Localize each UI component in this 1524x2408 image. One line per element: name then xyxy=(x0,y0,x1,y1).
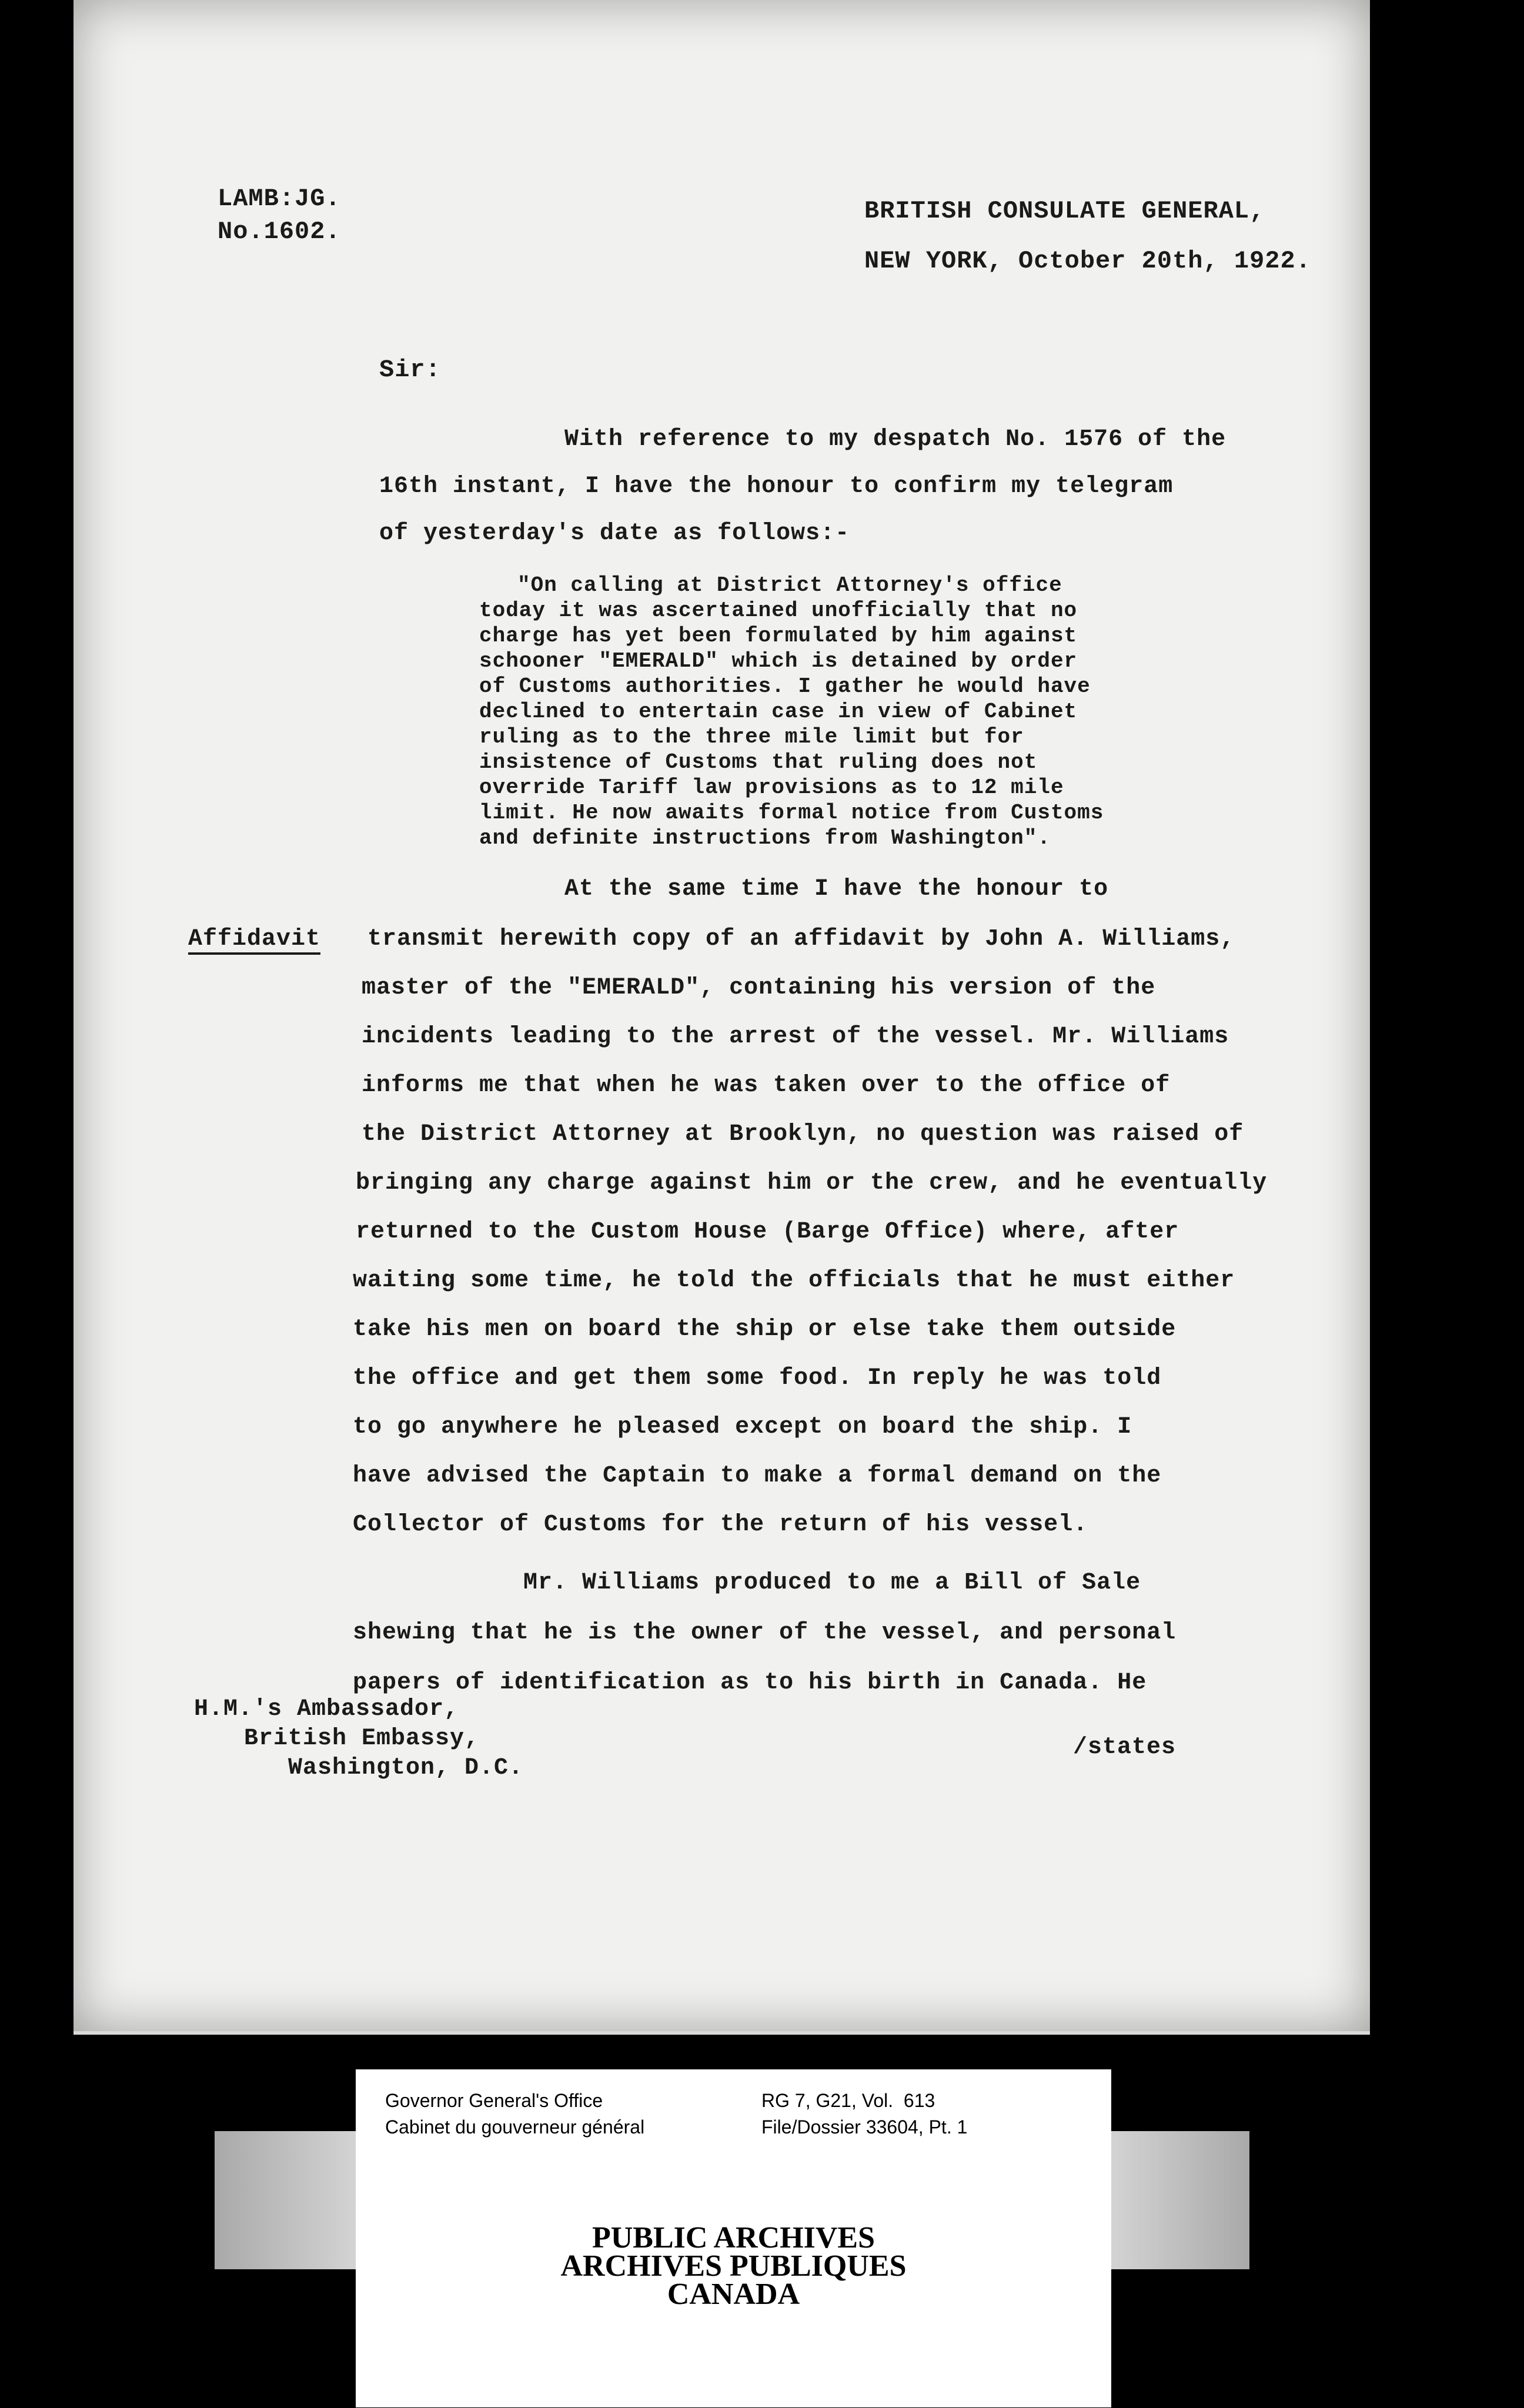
quote-line: limit. He now awaits formal notice from Customs xyxy=(479,801,1104,825)
paragraph-line: papers of identification as to his birth in Canada. He xyxy=(353,1670,1147,1696)
paragraph-line: informs me that when he was taken over to the office of xyxy=(362,1072,1171,1099)
paragraph-line: 16th instant, I have the honour to confirm my telegram xyxy=(379,473,1174,500)
quote-line: charge has yet been formulated by him against xyxy=(479,624,1078,648)
paragraph-line: Mr. Williams produced to me a Bill of Sale xyxy=(523,1570,1141,1596)
microfilm-bar-right xyxy=(1108,2131,1249,2269)
quote-line: insistence of Customs that ruling does not xyxy=(479,750,1038,774)
archives-title-fr: ARCHIVES PUBLIQUES xyxy=(560,2249,907,2283)
paragraph-line: returned to the Custom House (Barge Office) where, after xyxy=(356,1219,1179,1245)
file-reference xyxy=(218,182,341,248)
paragraph-line: to go anywhere he pleased except on board the ship. I xyxy=(353,1414,1132,1440)
paragraph-line: the District Attorney at Brooklyn, no question was raised of xyxy=(362,1121,1244,1148)
addressee-line: Washington, D.C. xyxy=(288,1755,524,1781)
reference-line: No.1602. xyxy=(218,218,341,246)
paragraph-line: master of the "EMERALD", containing his version of the xyxy=(362,975,1156,1001)
microfilm-bar-left xyxy=(215,2131,359,2269)
archives-country: CANADA xyxy=(667,2277,800,2311)
quote-line: override Tariff law provisions as to 12 mile xyxy=(479,775,1064,800)
salutation: Sir: xyxy=(379,356,441,384)
reference-line: LAMB:JG. xyxy=(218,185,341,213)
quote-line: declined to entertain case in view of Cabinet xyxy=(479,700,1078,724)
quote-line: and definite instructions from Washington". xyxy=(479,826,1051,850)
record-group-reference: RG 7, G21, Vol. 613 xyxy=(761,2090,935,2111)
archives-title-en: PUBLIC ARCHIVES xyxy=(591,2221,875,2255)
affidavit-margin-note: Affidavit xyxy=(188,926,321,952)
paragraph-line: waiting some time, he told the officials that he must either xyxy=(353,1267,1235,1294)
quote-line: of Customs authorities. I gather he would have xyxy=(479,674,1091,698)
paragraph-line: At the same time I have the honour to xyxy=(564,876,1109,902)
file-dossier-reference: File/Dossier 33604, Pt. 1 xyxy=(761,2116,968,2138)
office-name-en: Governor General's Office xyxy=(385,2090,603,2111)
paragraph-line: have advised the Captain to make a formal demand on the xyxy=(353,1463,1162,1489)
paragraph-line: transmit herewith copy of an affidavit by John A. Williams, xyxy=(367,926,1235,952)
paragraph-line: the office and get them some food. In reply he was told xyxy=(353,1365,1162,1392)
page-continuation: /states xyxy=(1073,1734,1177,1761)
addressee-line: British Embassy, xyxy=(244,1725,480,1752)
paragraph-line: take his men on board the ship or else take them outside xyxy=(353,1316,1177,1343)
paragraph-line: incidents leading to the arrest of the vessel. Mr. Williams xyxy=(362,1024,1229,1050)
office-name-fr: Cabinet du gouverneur général xyxy=(385,2116,645,2138)
paragraph-line: shewing that he is the owner of the vessel, and personal xyxy=(353,1620,1177,1646)
quote-line: today it was ascertained unofficially that no xyxy=(479,598,1078,623)
quote-line: schooner "EMERALD" which is detained by order xyxy=(479,649,1078,673)
consulate-heading: BRITISH CONSULATE GENERAL, xyxy=(864,197,1265,225)
page-edge xyxy=(73,2031,1370,2035)
paragraph-line: With reference to my despatch No. 1576 of the xyxy=(564,426,1226,453)
quote-line: "On calling at District Attorney's office xyxy=(517,573,1062,597)
letter-date: NEW YORK, October 20th, 1922. xyxy=(864,247,1311,275)
paragraph-line: of yesterday's date as follows:- xyxy=(379,520,850,547)
quote-line: ruling as to the three mile limit but for xyxy=(479,725,1024,749)
paragraph-line: Collector of Customs for the return of his vessel. xyxy=(353,1511,1088,1538)
addressee-line: H.M.'s Ambassador, xyxy=(194,1696,459,1723)
paragraph-line: bringing any charge against him or the crew, and he eventually xyxy=(356,1170,1268,1196)
